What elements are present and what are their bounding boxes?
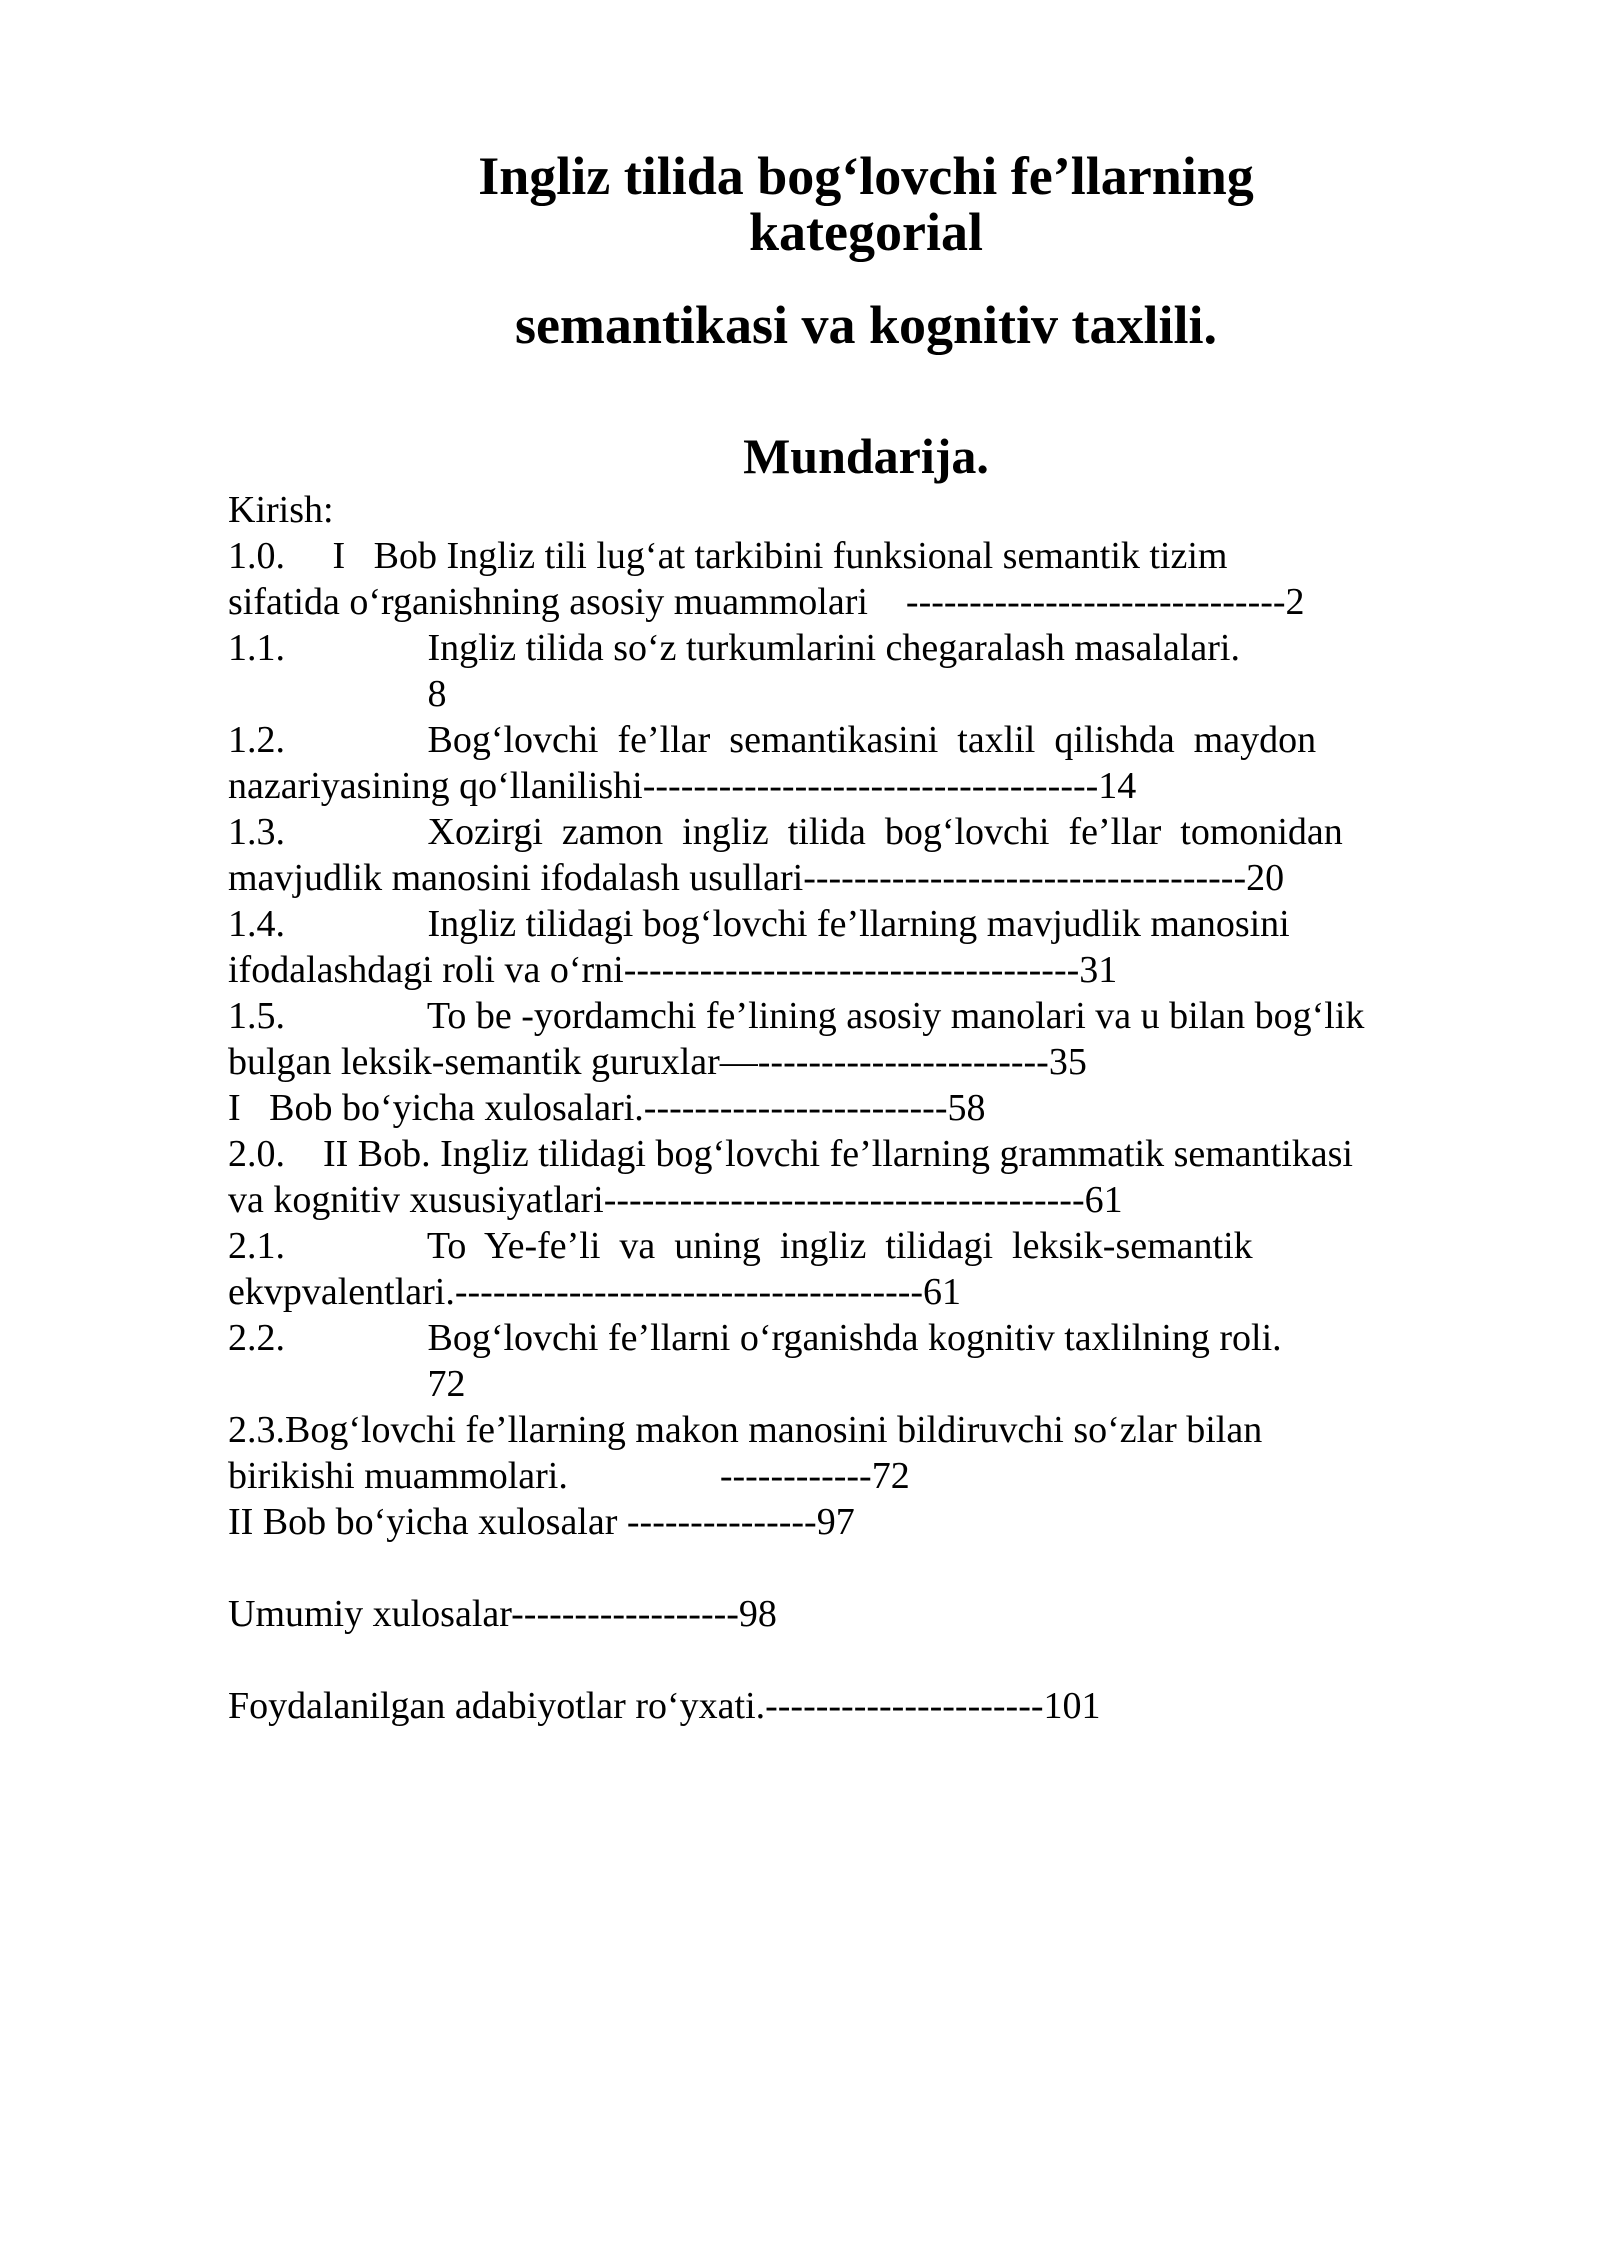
toc-line-1-5: 1.5. To be -yordamchi fe’lining asosiy manolari va u bilan bog‘lik [228,995,1365,1037]
toc-line-2-1-cont: ekvpvalentlari.-------------------------------------61 [228,1271,962,1313]
document-title [364,148,1368,353]
toc-line-bibliography: Foydalanilgan adabiyotlar ro‘yxati.----------------------101 [228,1685,1101,1727]
toc [228,487,1440,1729]
toc-line-1-5-cont: bulgan leksik-semantik guruxlar—-----------------------35 [228,1041,1087,1083]
toc-line-1-1: 1.1. Ingliz tilida so‘z turkumlarini chegaralash masalalari. [228,627,1240,669]
toc-line-1-0: 1.0. I Bob Ingliz tili lug‘at tarkibini funksional semantik tizim [228,535,1228,577]
toc-line-2-0-cont: va kognitiv xususiyatlari--------------------------------------61 [228,1179,1123,1221]
toc-line-1-4: 1.4. Ingliz tilidagi bog‘lovchi fe’llarning mavjudlik manosini [228,903,1290,945]
toc-line-1-3: 1.3. Xozirgi zamon ingliz tilida bog‘lovchi fe’llar tomonidan [228,811,1343,853]
document-title-line-2: semantikasi va kognitiv taxlili. [514,295,1218,355]
toc-line-1-2-cont: nazariyasining qo‘llanilishi------------------------------------14 [228,765,1137,807]
toc-line-blank-1 [228,1545,1440,1591]
toc-line-chapter2-summary: II Bob bo‘yicha xulosalar ---------------97 [228,1501,855,1543]
toc-line-1-1-page: 8 [228,673,447,715]
toc-line-2-3: 2.3.Bog‘lovchi fe’llarning makon manosini bildiruvchi so‘zlar bilan [228,1409,1263,1451]
toc-heading: Mundarija. [743,428,989,484]
document-title-line-1: Ingliz tilida bog‘lovchi fe’llarning kategorial [478,146,1254,262]
toc-line-2-2: 2.2. Bog‘lovchi fe’llarni o‘rganishda kognitiv taxlilning roli. [228,1317,1282,1359]
toc-line-2-3-cont: birikishi muammolari. ------------72 [228,1455,910,1497]
toc-line-general-summary: Umumiy xulosalar------------------98 [228,1593,777,1635]
toc-line-1-0-cont: sifatida o‘rganishning asosiy muammolari ------------------------------2 [228,581,1305,623]
toc-line-blank-2 [228,1637,1440,1683]
toc-line-2-0: 2.0. II Bob. Ingliz tilidagi bog‘lovchi fe’llarning grammatik semantikasi [228,1133,1353,1175]
toc-line-kirish: Kirish: [228,489,334,531]
toc-line-1-4-cont: ifodalashdagi roli va o‘rni------------------------------------31 [228,949,1118,991]
toc-line-1-3-cont: mavjudlik manosini ifodalash usullari-----------------------------------20 [228,857,1285,899]
toc-line-2-1: 2.1. To Ye-fe’li va uning ingliz tilidagi leksik-semantik [228,1225,1253,1267]
toc-line-1-2: 1.2. Bog‘lovchi fe’llar semantikasini taxlil qilishda maydon [228,719,1317,761]
toc-line-2-2-page: 72 [228,1363,466,1405]
toc-line-chapter1-summary: I Bob bo‘yicha xulosalari.------------------------58 [228,1087,986,1129]
